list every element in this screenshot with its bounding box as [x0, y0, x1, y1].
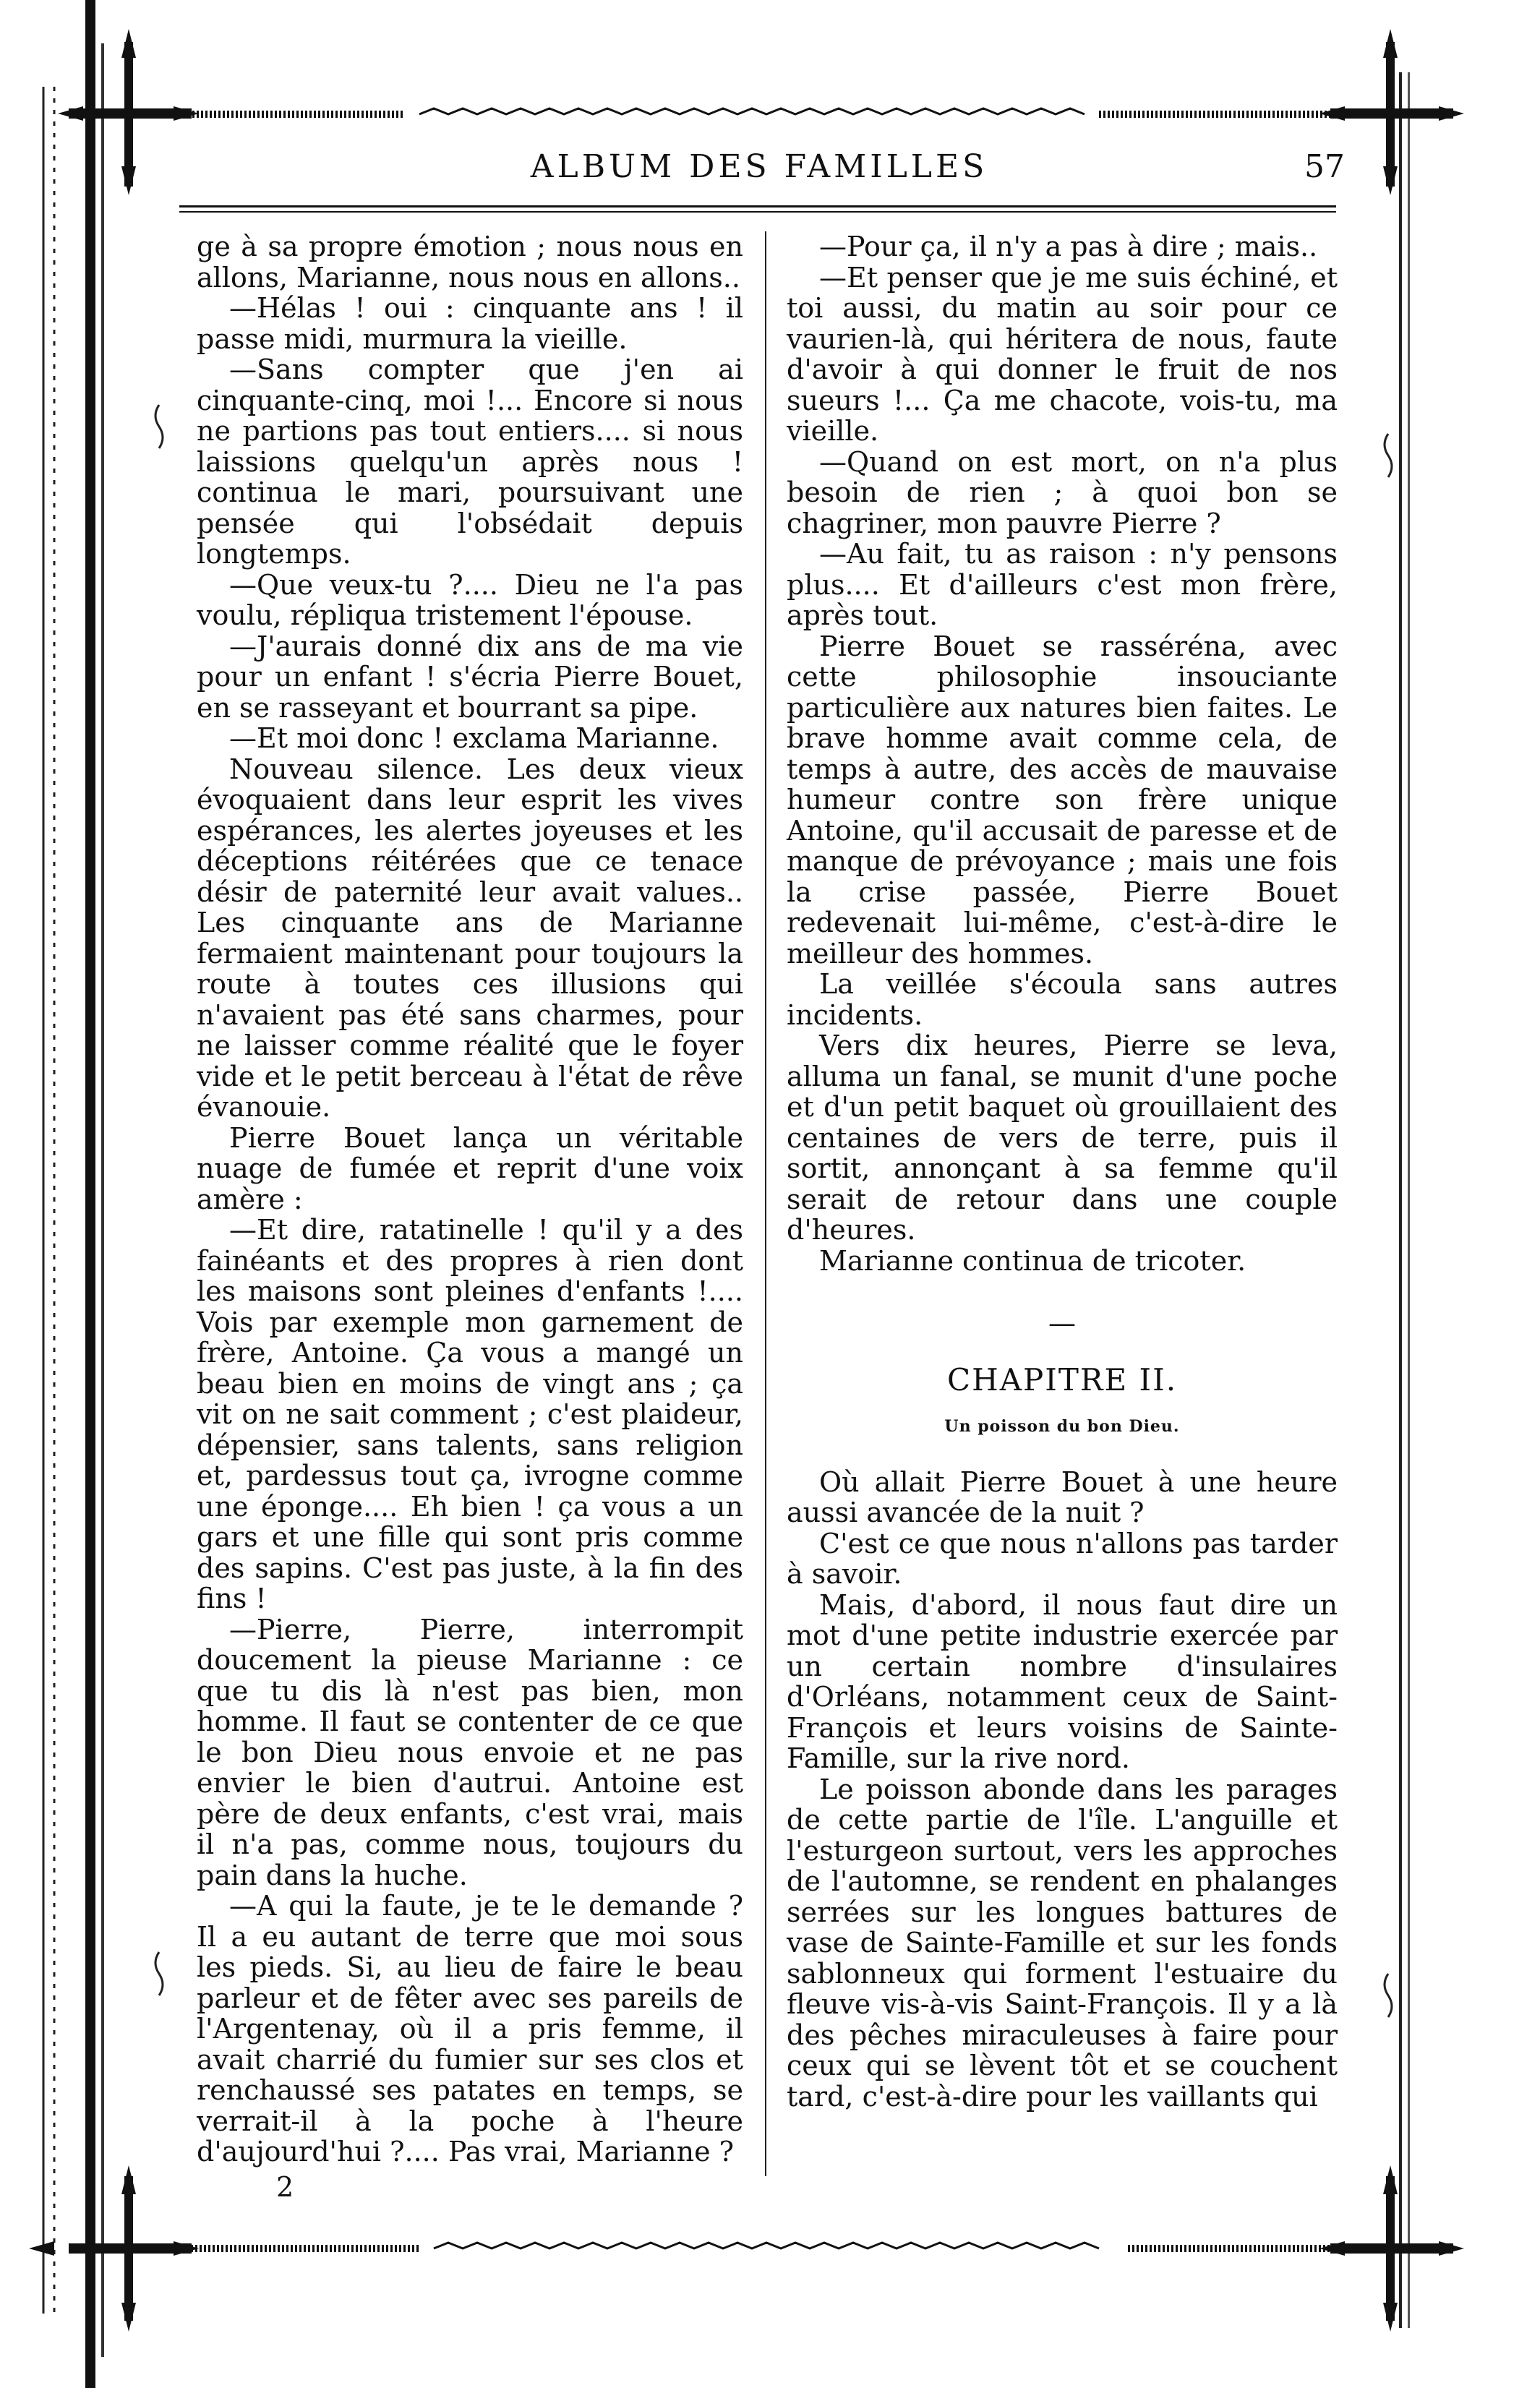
running-title: ALBUM DES FAMILLES — [530, 148, 988, 185]
paragraph: —Et moi donc ! exclama Marianne. — [229, 722, 719, 754]
paragraph: C'est ce que nous n'allons pas tarder à savoir. — [787, 1527, 1338, 1590]
column-divider — [765, 231, 766, 2176]
paragraph: Le poisson abonde dans les parages de cette partie de l'île. L'anguille et l'esturgeon surtout, vers les approches de l'automne, se rendent en phalanges serrées sur les longues battures de vase de Sainte-Famille et sur les fonds sablonneux qui forment l'estuaire du fleuve vis-à-vis Saint-François. Il y a là des pêches miraculeuses à faire pour ceux qui se lèvent tôt et se couchent tard, c'est-à-dire pour les vaillants qui — [787, 1773, 1338, 2113]
paragraph: Mais, d'abord, il nous faut dire un mot d'une petite industrie exercée par un certain nombre d'insulaires d'Orléans, notamment ceux de Saint-François et leurs voisins de Sainte-Famille, sur la rive nord. — [787, 1588, 1338, 1774]
paragraph: —Au fait, tu as raison : n'y pensons plus.... Et d'ailleurs c'est mon frère, après tout. — [787, 538, 1338, 631]
header-rule-thin — [179, 211, 1336, 213]
paragraph: Nouveau silence. Les deux vieux évoquaient dans leur esprit les vives espérances, les alertes joyeuses et les déceptions réitérées que ce tenace désir de paternité leur avait values.. Les cinquante ans de Marianne fermaient maintenant pour toujours la route à toutes ces illusions qui n'avaient pas été sans charmes, pour ne laisser comme réalité que le foyer vide et le petit berceau à l'état de rêve évanouie. — [197, 753, 743, 1123]
paragraph: Marianne continua de tricoter. — [819, 1244, 1246, 1277]
chapter-title: CHAPITRE II. — [946, 1361, 1178, 1398]
paragraph: —Sans compter que j'en ai cinquante-cinq, moi !... Encore si nous ne partions pas tout entiers.... si nous laissions quelqu'un après nous ! continua le mari, poursuivant une pensée qui l'obsédait depuis longtemps. — [197, 354, 743, 570]
paragraph: —Hélas ! oui : cinquante ans ! il passe midi, murmura la vieille. — [197, 292, 743, 355]
paragraph: —Et dire, ratatinelle ! qu'il y a des fainéants et des propres à rien dont les maisons sont pleines d'enfants !.... Vois par exemple mon garnement de frère, Antoine. Ça vous a mangé un beau bien en moins de vingt ans ; ça vit on ne sait comment ; c'est plaideur, dépensier, sans talents, sans religion et, pardessus tout ça, ivrogne comme une éponge.... Eh bien ! ça vous a un gars et une fille qui sont pris comme des sapins. C'est pas juste, à la fin des fins ! — [197, 1214, 743, 1614]
paragraph: La veillée s'écoula sans autres incidents. — [787, 968, 1338, 1031]
page-number: 57 — [1304, 148, 1345, 185]
section-separator: — — [1048, 1307, 1076, 1339]
header-rule — [179, 205, 1336, 207]
paragraph: ge à sa propre émotion ; nous nous en allons, Marianne, nous nous en allons.. — [197, 231, 743, 294]
paragraph: Pierre Bouet lança un véritable nuage de fumée et reprit d'une voix amère : — [197, 1121, 743, 1215]
paragraph: —Quand on est mort, on n'a plus besoin de rien ; à quoi bon se chagriner, mon pauvre Pierre ? — [787, 445, 1338, 539]
paragraph: —Que veux-tu ?.... Dieu ne l'a pas voulu, répliqua tristement l'épouse. — [197, 568, 743, 631]
paragraph: —J'aurais donné dix ans de ma vie pour un enfant ! s'écria Pierre Bouet, en se rasseyant et bourrant sa pipe. — [197, 630, 743, 724]
page-header — [181, 148, 1345, 199]
paragraph: Vers dix heures, Pierre se leva, alluma un fanal, se munit d'une poche et d'un petit baquet où grouillaient des centaines de vers de terre, puis il sortit, annonçant à sa femme qu'il serait de retour dans une couple d'heures. — [787, 1030, 1338, 1246]
paragraph: —A qui la faute, je te le demande ? Il a eu autant de terre que moi sous les pieds. Si, au lieu de faire le beau parleur et de fêter avec ses pareils de l'Argentenay, où il a pris femme, il avait charrié du fumier sur ses clos et renchaussé ses patates en temps, se verrait-il à la poche à l'heure d'aujourd'hui ?.... Pas vrai, Marianne ? — [197, 1890, 743, 2167]
chapter-subtitle: Un poisson du bon Dieu. — [944, 1417, 1180, 1436]
paragraph: Où allait Pierre Bouet à une heure aussi avancée de la nuit ? — [787, 1465, 1338, 1528]
left-column — [197, 231, 743, 2202]
signature-mark: 2 — [276, 2170, 294, 2203]
paragraph: —Pierre, Pierre, interrompit doucement la pieuse Marianne : ce que tu dis là n'est pas bien, mon homme. Il faut se contenter de ce que le bon Dieu nous envoie et ne pas envier le bien d'autrui. Antoine est père de deux enfants, c'est vrai, mais il n'a pas, comme nous, toujours du pain dans la huche. — [197, 1613, 743, 1891]
paragraph: Pierre Bouet se rasséréna, avec cette philosophie insouciante particulière aux natures bien faites. Le brave homme avait comme cela, de temps à autre, des accès de mauvaise humeur contre son frère unique Antoine, qu'il accusait de paresse et de manque de prévoyance ; mais une fois la crise passée, Pierre Bouet redevenait lui-même, c'est-à-dire le meilleur des hommes. — [787, 630, 1338, 970]
right-column — [787, 231, 1338, 2112]
paragraph: —Pour ça, il n'y a pas à dire ; mais.. — [819, 231, 1318, 262]
paragraph: —Et penser que je me suis échiné, et toi aussi, du matin au soir pour ce vaurien-là, qui héritera de nous, faute d'avoir à qui donner le fruit de nos sueurs !... Ça me chacote, vois-tu, ma vieille. — [787, 261, 1338, 447]
